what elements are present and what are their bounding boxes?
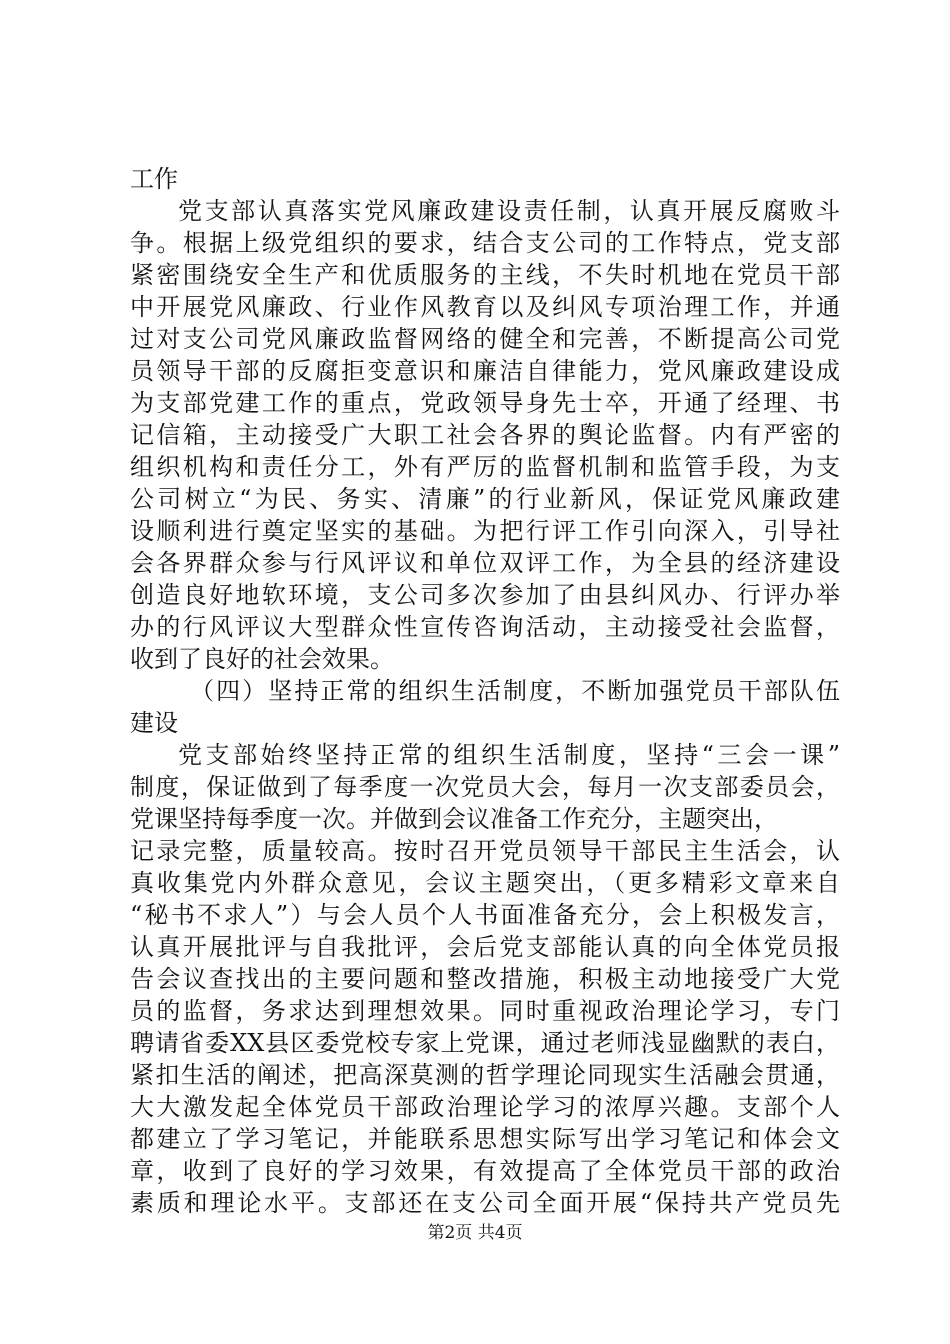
text-line: 聘请省委XX县区委党校专家上党课，通过老师浅显幽默的表白， — [130, 1029, 840, 1057]
paragraph-first-line: 党支部认真落实党风廉政建设责任制，认真开展反腐败斗 — [178, 197, 840, 225]
section-heading-continued: 建设 — [130, 709, 178, 737]
text-line: 告会议查找出的主要问题和整改措施，积极主动地接受广大党 — [130, 965, 840, 993]
text-line: 党课坚持每季度一次。并做到会议准备工作充分，主题突出， — [130, 805, 778, 833]
text-line: 紧扣生活的阐述，把高深莫测的哲学理论同现实生活融会贯通， — [130, 1061, 840, 1089]
text-line: 记信箱，主动接受广大职工社会各界的舆论监督。内有严密的 — [130, 421, 840, 449]
text-line: 公司树立“为民、务实、清廉”的行业新风，保证党风廉政建 — [130, 485, 840, 513]
text-line: 中开展党风廉政、行业作风教育以及纠风专项治理工作，并通 — [130, 293, 840, 321]
text-line: 大大激发起全体党员干部政治理论学习的浓厚兴趣。支部个人 — [130, 1093, 840, 1121]
text-line: 会各界群众参与行风评议和单位双评工作，为全县的经济建设 — [130, 549, 840, 577]
text-line: 办的行风评议大型群众性宣传咨询活动，主动接受社会监督， — [130, 613, 840, 641]
page-number-footer: 第2页 共4页 — [427, 1223, 523, 1243]
text-line: 设顺利进行奠定坚实的基础。为把行评工作引向深入，引导社 — [130, 517, 840, 545]
paragraph-first-line: 党支部始终坚持正常的组织生活制度，坚持“三会一课” — [178, 741, 840, 769]
text-line: 为支部党建工作的重点，党政领导身先士卒，开通了经理、书 — [130, 389, 840, 417]
section-heading: （四）坚持正常的组织生活制度，不断加强党员干部队伍 — [190, 677, 840, 705]
text-line: 组织机构和责任分工，外有严厉的监督机制和监管手段，为支 — [130, 453, 840, 481]
text-line: 都建立了学习笔记，并能联系思想实际写出学习笔记和体会文 — [130, 1125, 840, 1153]
text-line: 紧密围绕安全生产和优质服务的主线，不失时机地在党员干部 — [130, 261, 840, 289]
text-line: 真收集党内外群众意见，会议主题突出，（更多精彩文章来自 — [130, 869, 840, 897]
text-line: 员领导干部的反腐拒变意识和廉洁自律能力，党风廉政建设成 — [130, 357, 840, 385]
text-line: 争。根据上级党组织的要求，结合支公司的工作特点，党支部 — [130, 229, 840, 257]
text-line: 制度，保证做到了每季度一次党员大会，每月一次支部委员会， — [130, 773, 840, 801]
text-line: 工作 — [130, 165, 178, 193]
text-line: 章，收到了良好的学习效果，有效提高了全体党员干部的政治 — [130, 1157, 840, 1185]
text-line: 记录完整，质量较高。按时召开党员领导干部民主生活会，认 — [130, 837, 840, 865]
text-line: 创造良好地软环境，支公司多次参加了由县纠风办、行评办举 — [130, 581, 840, 609]
document-body — [130, 163, 840, 1219]
text-line: 素质和理论水平。支部还在支公司全面开展“保持共产党员先 — [130, 1189, 840, 1217]
text-line: “秘书不求人”）与会人员个人书面准备充分，会上积极发言， — [130, 901, 840, 929]
text-line: 过对支公司党风廉政监督网络的健全和完善，不断提高公司党 — [130, 325, 840, 353]
text-line: 认真开展批评与自我批评，会后党支部能认真的向全体党员报 — [130, 933, 840, 961]
text-line: 收到了良好的社会效果。 — [130, 645, 394, 673]
text-line: 员的监督，务求达到理想效果。同时重视政治理论学习，专门 — [130, 997, 840, 1025]
